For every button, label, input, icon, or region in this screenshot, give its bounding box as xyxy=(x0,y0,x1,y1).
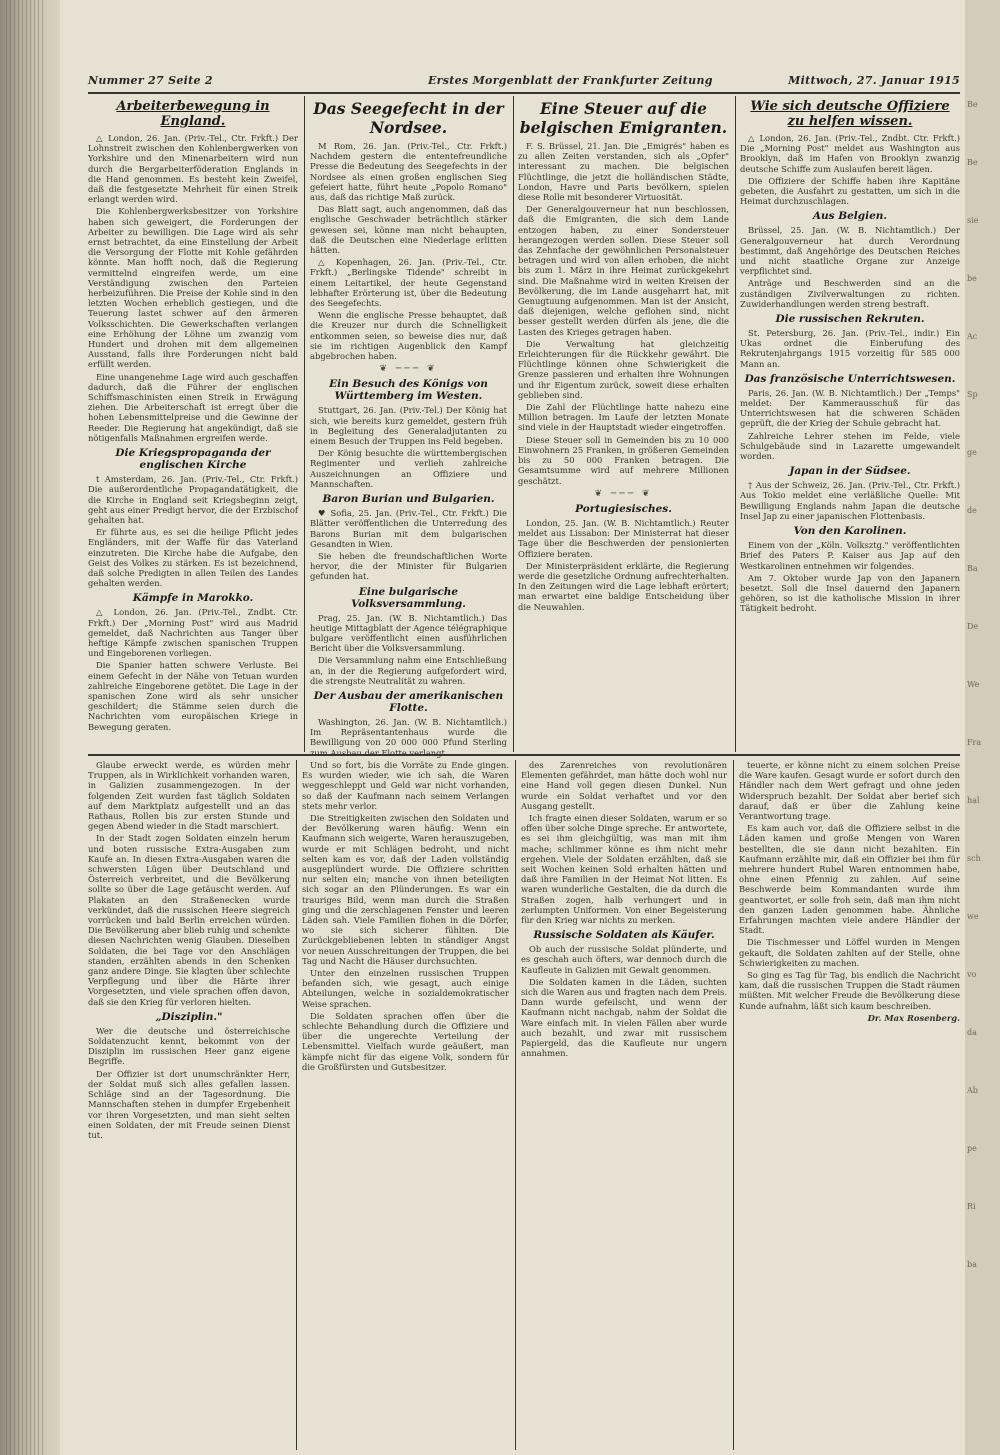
article-heading: Arbeiterbewegung in England. xyxy=(116,99,270,129)
article-subheading: Aus Belgien. xyxy=(812,210,888,223)
filler-text: Die Streitigkeiten zwischen den Soldaten und der Bevölkerung waren häufig. Wenn ein Kaufmann sich weigerte, Waren herauszugeben, wurde er mit Schlägen bedroht, und nicht selten kam es vor, daß der Laden vollständig ausgeplündert wurde. Die Offiziere schritten nur selten ein; manche von ihnen beteiligten sich sogar an den Plünderungen. Es war ein trauriges Bild, wenn man durch die Straßen ging und die zerschlagenen Fenster und leeren Läden sah. Viele Familien flohen in die Dörfer, wo sie sich sicherer fühlten. Die Zurückgebliebenen lebten in ständiger Angst vor neuen Ausschreitungen der Truppen, die bei Tag und Nacht die Häuser durchsuchten. xyxy=(302,813,509,966)
article-subheading: Baron Burian und Bulgarien. xyxy=(322,493,495,506)
filler-text: Der Ministerpräsident erklärte, die Regierung werde die gesetzliche Ordnung aufrechterhalten. In den Zeitungen wird die Lage lebhaft erörtert; man erwartet eine baldige Entscheidung über die Neuwahlen. xyxy=(518,560,729,612)
filler-text: Die Offiziere der Schiffe haben ihre Kapitäne gebeten, die Ausfahrt zu gestatten, um sich in die Heimat durchzuschlagen. xyxy=(740,175,960,207)
filler-text: In der Stadt zogen Soldaten einzeln herum und boten russische Extra-Ausgaben zum Kaufe an. In diesen Extra-Ausgaben waren die schwersten Lügen über Deutschland und Österreich verbreitet, und die Bevölkerung sollte so über die Lage getäuscht werden. Auf Plakaten an den Straßenecken wurde verkündet, daß die russischen Heere siegreich vorrücken und bald Berlin erreichen würden. Die Bevölkerung aber blieb ruhig und schenkte diesen Nachrichten wenig Glauben. Dieselben Soldaten, die bei Tage vor den Anschlägen standen, erzählten abends in den Schenken ganz andere Dinge. Sie klagten über schlechte Verpflegung und über die Härte ihrer Vorgesetzten, und viele sprachen offen davon, daß sie den Krieg für verloren hielten. xyxy=(88,833,290,1007)
column-rule xyxy=(735,96,736,752)
article-subheading: Portugiesisches. xyxy=(575,502,672,515)
article-subheading: Japan in der Südsee. xyxy=(789,465,911,478)
edge-fragment: da xyxy=(967,1028,977,1037)
filler-text: Die Verwaltung hat gleichzeitig Erleichterungen für die Rückkehr gewährt. Die Flüchtlinge können ohne Schwierigkeit die Grenze passieren und erhalten ihre Wohnungen und ihr Eigentum zurück, soweit diese erhalten geblieben sind. xyxy=(518,338,729,400)
lower-subheading: Russische Soldaten als Käufer. xyxy=(533,929,715,942)
lower-paragraph: teuerte, er könne nicht zu einem solchen Preise die Ware kaufen. Gesagt wurde er sofort durch den Händler nach dem Wert gefragt und ohne jeden Widerspruch bezahlt. Der Soldat aber berief sich darauf, daß er über die Zahlung keine Verantwortung trage. xyxy=(739,760,960,822)
filler-text: Der Offizier ist dort unumschränkter Herr, der Soldat muß sich alles gefallen lassen. Schläge sind an der Tagesordnung. Die Mannschaften stehen in dumpfer Ergebenheit vor ihren Vorgesetzten, und man sieht selten einen Soldaten, der mit Freude seinen Dienst tut. xyxy=(88,1068,290,1140)
edge-fragment: Ba xyxy=(967,564,978,573)
filler-text: Es kam auch vor, daß die Offiziere selbst in die Läden kamen und große Mengen von Waren bestellten, die sie dann nicht bezahlten. Ein Kaufmann erzählte mir, daß ein Offizier bei ihm für mehrere hundert Rubel Waren entnommen habe, ohne einen Pfennig zu zahlen. Auf seine Beschwerde beim Kommandanten wurde ihm geantwortet, er solle froh sein, daß man ihm nicht den ganzen Laden genommen habe. Ähnliche Erfahrungen machten viele andere Händler der Stadt. xyxy=(739,823,960,936)
article-paragraph: London, 25. Jan. (W. B. Nichtamtlich.) Reuter meldet aus Lissabon: Der Ministerrat hat dieser Tage über die Beschwerden der pensionierten Offiziere beraten. xyxy=(518,517,729,559)
filler-text: Er führte aus, es sei die heilige Pflicht jedes Engländers, mit der Waffe für das Vaterland einzutreten. Die Kirche habe die Aufgabe, den Geist des Volkes zu stärken. Es ist bezeichnend, daß solche Predigten in allen Teilen des Landes gehalten werden. xyxy=(88,527,298,589)
author-signature: Dr. Max Rosenberg. xyxy=(867,1012,960,1023)
filler-text: Die Kohlenbergwerksbesitzer von Yorkshire haben sich geweigert, die Forderungen der Arbeiter zu bewilligen. Die Lage wird als sehr ernst betrachtet, da eine Einstellung der Arbeit die Versorgung der Flotte mit Kohle gefährden könnte. Man hofft noch, daß die Regierung vermittelnd eingreifen werde, um eine Verständigung zwischen den Parteien herbeizuführen. Die Preise der Kohle sind in den letzten Wochen erheblich gestiegen, und die Teuerung lastet schwer auf den ärmeren Volksschichten. Die Gewerkschaften verlangen eine Erhöhung der Löhne um zwanzig vom Hundert und drohen mit dem allgemeinen Ausstand, falls ihre Forderungen nicht bald erfüllt werden. xyxy=(88,206,298,370)
lower-paragraph: des Zarenreiches von revolutionären Elementen gefährdet, man hätte doch wohl nur eine Hand voll gegen diesen Dunkel. Nun wurde ein Soldat verhaftet und vor den Ausgang gestellt. xyxy=(521,760,727,811)
article-subheading: Ein Besuch des Königs von Württemberg im Westen. xyxy=(329,378,488,403)
article-paragraph: Stuttgart, 26. Jan. (Priv.-Tel.) Der König hat sich, wie bereits kurz gemeldet, gestern früh in Begleitung des Generaladjutanten zu einem Besuch der Truppen ins Feld begeben. xyxy=(310,405,507,447)
lower-paragraph: Und so fort, bis die Vorräte zu Ende gingen. Es wurden wieder, wie ich sah, die Waren weggeschleppt und Geld war nicht vorhanden, so daß der Kaufmann nach seinem Verlangen stets mehr verlor. xyxy=(302,760,509,811)
article-paragraph: F. S. Brüssel, 21. Jan. Die „Emigrés" haben es zu allen Zeiten verstanden, sich als „Opfer" interessant zu machen. Die belgischen Flüchtlinge, die jetzt die holländischen Städte, London, Havre und Paris bevölkern, spielen diese Rolle mit besonderer Virtuosität. xyxy=(518,141,729,203)
edge-fragment: Ac xyxy=(967,332,978,341)
article-paragraph: Washington, 26. Jan. (W. B. Nichtamtlich.) Im Repräsentantenhaus wurde die Bewilligung von 20 000 000 Pfund Sterling zum Ausbau der Flotte verlangt. xyxy=(310,716,507,758)
ornament-divider: ❦ ─── ❦ xyxy=(594,488,653,499)
article-paragraph: t Amsterdam, 26. Jan. (Priv.-Tel., Ctr. Frkft.) Die außerordentliche Propagandatätigkeit, die die Kirche in England seit Kriegsbeginn zeigt, geht aus einer Predigt hervor, die der Erzbischof gehalten hat. xyxy=(88,474,298,525)
filler-text: Diese Steuer soll in Gemeinden bis zu 10 000 Einwohnern 25 Franken, in größeren Gemeinden bis zu 50 000 Franken betragen. Die Gesamtsumme wird auf mehrere Millionen geschätzt. xyxy=(518,434,729,486)
newspaper-page xyxy=(60,0,965,1455)
edge-fragment: Be xyxy=(967,100,978,109)
edge-fragment: we xyxy=(967,912,979,921)
edge-fragment: vo xyxy=(967,970,977,979)
lower-column-3 xyxy=(521,760,727,1450)
article-heading: Wie sich deutsche Offiziere zu helfen wissen. xyxy=(750,99,950,129)
adjacent-page-edge xyxy=(965,0,1000,1455)
filler-text: Die Spanier hatten schwere Verluste. Bei einem Gefecht in der Nähe von Tetuan wurden zahlreiche Eingeborene getötet. Die Lage in der spanischen Zone wird als sehr unsicher geschildert; die Stämme seien durch die Nachrichten vom europäischen Kriege in Bewegung geraten. xyxy=(88,660,298,732)
filler-text: Die Soldaten kamen in die Läden, suchten sich die Waren aus und fragten nach dem Preis. Dann wurde gefeilscht, und wenn der Kaufmann nicht nachgab, nahm der Soldat die Ware einfach mit. In vielen Fällen aber wurde auch bezahlt, und zwar mit russischem Papiergeld, das die Kaufleute nur ungern annahmen. xyxy=(521,976,727,1059)
article-paragraph: △ Kopenhagen, 26. Jan. (Priv.-Tel., Ctr. Frkft.) „Berlingske Tidende" schreibt in einem Leitartikel, der heute Gegenstand lebhafter Erörterung ist, über die Bedeutung des Seegefechts. xyxy=(310,257,507,309)
article-subheading: Die Kriegspropaganda der englischen Kirche xyxy=(115,447,271,472)
edge-fragment: pe xyxy=(967,1144,977,1153)
article-paragraph: Einem von der „Köln. Volksztg." veröffentlichten Brief des Paters P. Kaiser aus Jap auf den Westkarolinen entnehmen wir folgendes. xyxy=(740,540,960,571)
article-paragraph: St. Petersburg, 26. Jan. (Priv.-Tel., indir.) Ein Ukas ordnet die Einberufung des Rekrutenjahrgangs 1915 vorzeitig für 585 000 Mann an. xyxy=(740,328,960,369)
edge-fragment: hal xyxy=(967,796,980,805)
edge-fragment: Be xyxy=(967,158,978,167)
column-rule xyxy=(515,760,516,1450)
edge-fragment: De xyxy=(967,622,979,631)
lower-paragraph: Die Tischmesser und Löffel wurden in Mengen gekauft, die Soldaten zahlten auf der Stelle, ohne Schwierigkeiten zu machen. xyxy=(739,937,960,968)
article-paragraph: M Rom, 26. Jan. (Priv.-Tel., Ctr. Frkft.) Nachdem gestern die ententefreundliche Presse die Bedeutung des Seegefechts in der Nordsee als einen großen englischen Sieg gefeiert hatte, führt heute „Popolo Romano" aus, daß das richtige Maß zurück. xyxy=(310,141,507,203)
filler-text: Der Generalgouverneur hat nun beschlossen, daß die Emigranten, die sich dem Lande entzogen haben, zu einer Sondersteuer herangezogen werden sollen. Diese Steuer soll das Zehnfache der gewöhnlichen Personalsteuer betragen und wird von allen erhoben, die nicht bis zum 1. März in ihre Heimat zurückgekehrt sind. Die Maßnahme wird in weiten Kreisen der Bevölkerung, die im Lande ausgeharrt hat, mit Genugtuung aufgenommen. Man ist der Ansicht, daß diejenigen, welche geflohen sind, nicht besser gestellt werden dürfen als jene, die die Lasten des Krieges getragen haben. xyxy=(518,204,729,337)
filler-text: So ging es Tag für Tag, bis endlich die Nachricht kam, daß die russischen Truppen die Stadt räumen müßten. Mit welcher Freude die Bevölkerung diese Kunde aufnahm, läßt sich kaum beschreiben. xyxy=(739,970,960,1011)
article-heading: Das Seegefecht in der Nordsee. xyxy=(313,99,504,137)
article-paragraph: Prag, 25. Jan. (W. B. Nichtamtlich.) Das heutige Mittagblatt der Agence télégraphique bulgare veröffentlicht einen ausführlichen Bericht über die Volksversammlung. xyxy=(310,612,507,654)
column-rule xyxy=(733,760,734,1450)
edge-fragment: sie xyxy=(967,216,979,225)
filler-text: Das Blatt sagt, auch angenommen, daß das englische Geschwader beträchtlich stärker gewesen sei, könne man nicht behaupten, daß die Deutschen eine Niederlage erlitten hätten. xyxy=(310,204,507,256)
edge-fragment: de xyxy=(967,506,977,515)
article-paragraph: Die Zahl der Flüchtlinge hatte nahezu eine Million betragen. Im Laufe der letzten Monate sind viele in der Hauptstadt wieder eingetroffen. xyxy=(518,402,729,433)
filler-text: Die Soldaten sprachen offen über die schlechte Behandlung durch die Offiziere und über die ungerechte Verteilung der Lebensmittel. Vielfach wurde geäußert, man kämpfe nicht für das eigene Volk, sondern für die Großfürsten und Gutsbesitzer. xyxy=(302,1010,509,1072)
edge-fragment: sch xyxy=(967,854,981,863)
filler-text: Anträge und Beschwerden sind an die zuständigen Zivilverwaltungen zu richten. Zuwiderhandlungen werden streng bestraft. xyxy=(740,278,960,309)
lower-paragraph: Ob auch der russische Soldat plünderte, und es geschah auch öfters, war dennoch durch die Kaufleute in Galizien mit Gewalt genommen. xyxy=(521,944,727,975)
article-subheading: Kämpfe in Marokko. xyxy=(132,592,254,605)
article-heading: Eine Steuer auf die belgischen Emigranten. xyxy=(519,99,728,137)
article-paragraph: △ London, 26. Jan. (Priv.-Tel., Ctr. Frkft.) Der Lohnstreit zwischen den Kohlenbergwerken von Yorkshire und den Minenarbeitern wird nun durch die Bergarbeiterföderation Englands in die Hand genommen. Es besteht kein Zweifel, daß die festgesetzte Mehrheit für einen Streik erlangt werden wird. xyxy=(88,133,298,205)
lower-paragraph: Unter den einzelnen russischen Truppen befanden sich, wie gesagt, auch einige Abteilungen, welche in sozialdemokratischer Weise sprachen. xyxy=(302,968,509,1009)
edge-fragment: Ab xyxy=(967,1086,978,1095)
column-rule xyxy=(304,96,305,752)
article-subheading: Das französische Unterrichtswesen. xyxy=(744,372,956,385)
article-subheading: Die russischen Rekruten. xyxy=(775,313,925,326)
header-date: Mittwoch, 27. Januar 1915 xyxy=(788,74,960,87)
lower-subheading: „Disziplin." xyxy=(155,1010,223,1023)
column-rule xyxy=(513,96,514,752)
page-header xyxy=(88,74,960,90)
lower-paragraph: Wer die deutsche und österreichische Soldatenzucht kennt, bekommt von der Disziplin im russischen Heer ganz eigene Begriffe. xyxy=(88,1025,290,1067)
article-subheading: Der Ausbau der amerikanischen Flotte. xyxy=(313,689,504,714)
article-paragraph: ♥ Sofia, 25. Jan. (Priv.-Tel., Ctr. Frkft.) Die Blätter veröffentlichen die Unterredung des Barons Burian mit dem bulgarischen Gesandten in Wien. xyxy=(310,508,507,549)
edge-fragment: ge xyxy=(967,448,977,457)
edge-fragment: Sp xyxy=(967,390,978,399)
article-column-4 xyxy=(740,97,960,752)
column-rule xyxy=(296,760,297,1450)
lower-column-4 xyxy=(739,760,960,1450)
filler-text: Eine unangenehme Lage wird auch geschaffen dadurch, daß die Führer der englischen Schiffsmaschinisten einen Streik in Erwägung ziehen. Die Arbeiterschaft ist erregt über die hohen Lebensmittelpreise und die Gewinne der Reeder. Die Regierung hat angekündigt, daß sie nötigenfalls Maßnahmen ergreifen werde. xyxy=(88,371,298,443)
header-masthead: Erstes Morgenblatt der Frankfurter Zeitung xyxy=(428,74,713,87)
edge-fragment: We xyxy=(967,680,980,689)
article-column-3 xyxy=(518,97,729,752)
article-paragraph: △ London, 26. Jan. (Priv.-Tel., Zndbt. Ctr. Frkft.) Die „Morning Post" meldet aus Washington aus Brooklyn, daß im Hafen von Brooklyn zwanzig deutsche Schiffe zum Auslaufen bereit lägen. xyxy=(740,133,960,174)
article-column-1 xyxy=(88,97,298,752)
article-subheading: Von den Karolinen. xyxy=(793,525,907,538)
edge-fragment: be xyxy=(967,274,977,283)
lower-column-2 xyxy=(302,760,509,1450)
lower-column-1 xyxy=(88,760,290,1450)
article-subheading: Eine bulgarische Volksversammlung. xyxy=(351,585,466,610)
ornament-divider: ❦ ─── ❦ xyxy=(379,364,438,375)
edge-fragment: Ri xyxy=(967,1202,976,1211)
edge-fragment: Fra xyxy=(967,738,982,747)
filler-text: Sie heben die freundschaftlichen Worte hervor, die der Minister für Bulgarien gefunden hat. xyxy=(310,550,507,582)
filler-text: Am 7. Oktober wurde Jap von den Japanern besetzt. Soll die Insel dauernd den Japanern gehören, so ist die katholische Mission in ihrer Tätigkeit bedroht. xyxy=(740,572,960,614)
lower-paragraph: Glaube erweckt werde, es würden mehr Truppen, als in Wirklichkeit vorhanden waren, in Galizien zusammengezogen. In der folgenden Zeit wurden fast täglich Soldaten auf dem Marktplatz aufgestellt und an das Rathaus, Rollen bis zur ersten Stunde und gegen Abend wieder in die Stadt marschiert. xyxy=(88,760,290,832)
filler-text: Ich fragte einen dieser Soldaten, warum er so offen über solche Dinge spreche. Er antwortete, es sei ihm gleichgültig, was man mit ihm mache; schlimmer könne es ihm nicht mehr ergehen. Viele der Soldaten erzählten, daß sie seit Wochen keinen Sold erhalten hätten und daß ihre Familien in der Heimat Not litten. Es waren wunderliche Gestalten, die da durch die Straßen zogen, halb verhungert und in zerlumpten Uniformen. Von einer Begeisterung für den Krieg war nichts zu merken. xyxy=(521,813,727,926)
article-paragraph: Brüssel, 25. Jan. (W. B. Nichtamtlich.) Der Generalgouverneur hat durch Verordnung bestimmt, daß Angehörige des Deutschen Reiches und nicht staatliche Organe zur Anzeige verpflichtet sind. xyxy=(740,225,960,277)
filler-text: Zahlreiche Lehrer stehen im Felde, viele Schulgebäude sind in Lazarette umgewandelt worden. xyxy=(740,430,960,462)
header-issue-page: Nummer 27 Seite 2 xyxy=(88,74,213,87)
section-divider xyxy=(88,754,960,756)
article-paragraph: △ London, 26. Jan. (Priv.-Tel., Zndbt. Ctr. Frkft.) Der „Morning Post" wird aus Madrid gemeldet, daß Nachrichten aus Tanger über heftige Kämpfe zwischen spanischen Truppen und Eingeborenen vorliegen. xyxy=(88,607,298,659)
book-binding xyxy=(0,0,60,1455)
article-paragraph: Paris, 26. Jan. (W. B. Nichtamtlich.) Der „Temps" meldet: Der Kammerausschuß für das Unterrichtswesen hat die schweren Schäden geprüft, die der Krieg der Schule gebracht hat. xyxy=(740,387,960,429)
edge-fragment: ba xyxy=(967,1260,977,1269)
filler-text: Die Versammlung nahm eine Entschließung an, in der die Regierung aufgefordert wird, die strengste Neutralität zu wahren. xyxy=(310,655,507,686)
filler-text: Der König besuchte die württembergischen Regimenter und verlieh zahlreiche Auszeichnungen an Offiziere und Mannschaften. xyxy=(310,448,507,489)
header-rule xyxy=(88,92,960,94)
article-paragraph: † Aus der Schweiz, 26. Jan. (Priv.-Tel., Ctr. Frkft.) Aus Tokio meldet eine verläßliche Quelle: Mit Bewilligung Englands nahm Japan die deutsche Insel Jap zu einer japanischen Flottenbasis. xyxy=(740,480,960,521)
article-column-2 xyxy=(310,97,507,758)
filler-text: Wenn die englische Presse behauptet, daß die Kreuzer nur durch die Schnelligkeit entkommen seien, so beweise dies nur, daß sie im richtigen Augenblick den Kampf abgebrochen haben. xyxy=(310,310,507,362)
